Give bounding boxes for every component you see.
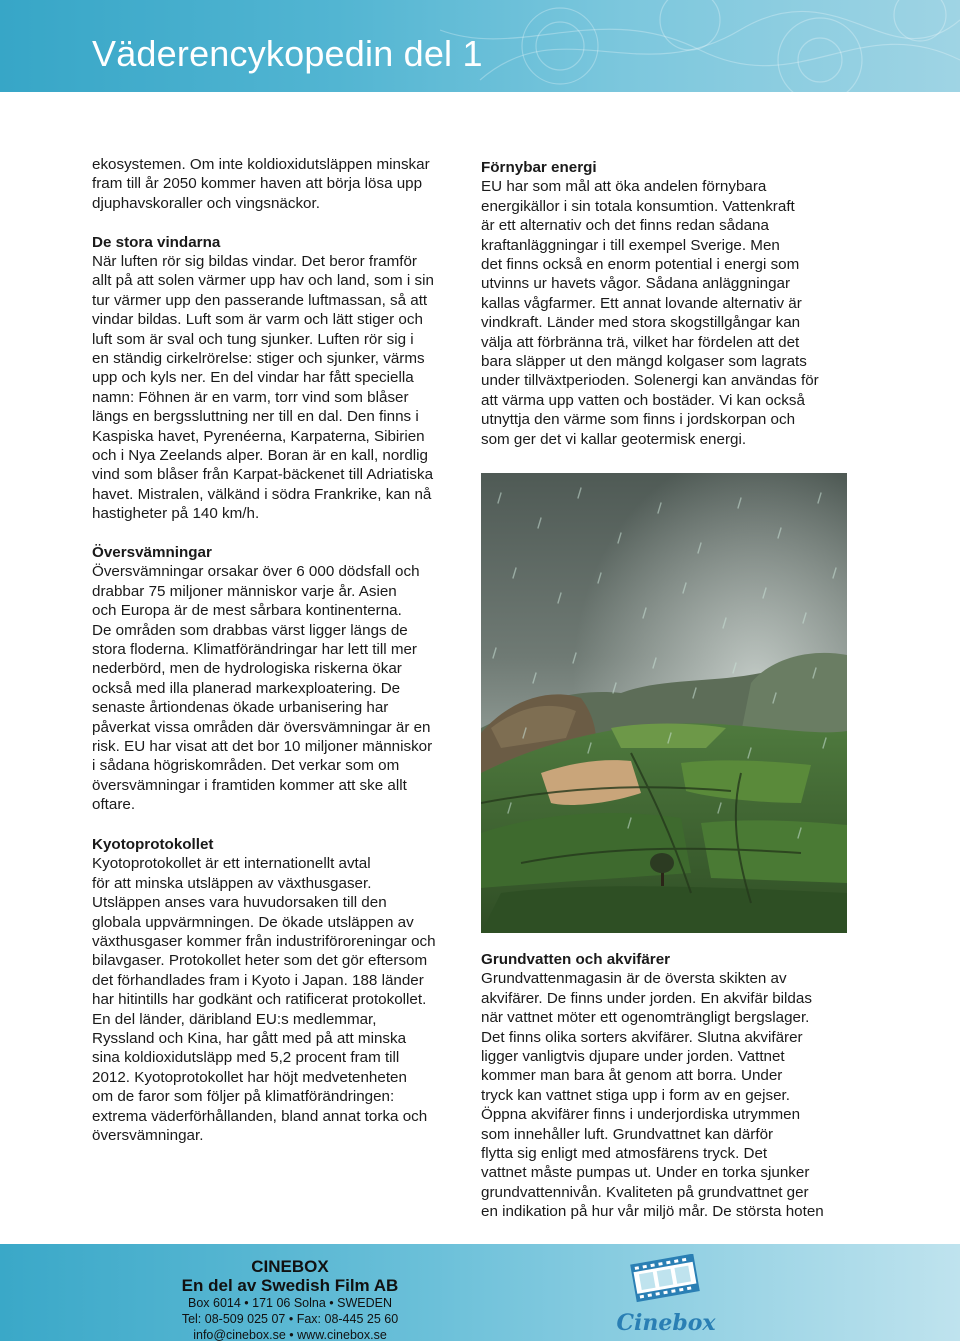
text-line: Det finns olika sorters akvifärer. Slutna akvifärer [481,1028,803,1046]
text-line: flytta sig enligt med atmosfärens tryck. Det [481,1145,768,1163]
text-line: påverkat vissa områden där översvämningar är en [92,718,431,736]
text-line: drabbar 75 miljoner människor varje år. Asien [92,582,397,600]
text-line: och i Nya Zeelands alper. Boran är en kall, nordlig [92,447,429,465]
postal-address: Box 6014 • 171 06 Solna • SWEDEN [187,1296,392,1310]
text-line: en ständig cirkelrörelse: stiger och sjunker, värms [92,350,425,368]
text-line: nederbörd, men de hydrologiska riskerna ökar [92,660,402,678]
header-decoration-pattern [440,0,960,92]
text-line: vattnet måste pumpas ut. Under en torka sjunker [481,1164,810,1182]
text-line: i sådana högriskområden. Det verkar som om [92,757,400,775]
contact-block [160,1257,420,1343]
groundwater-section [481,950,861,1222]
text-line: akvifärer. De finns under jorden. En akvifär bildas [481,989,812,1007]
renewable-section [481,158,861,449]
text-line: allt på att solen värmer upp hav och land, som i sin [92,272,434,290]
text-line: bilavgaser. Protokollet heter som det gör eftersom [92,952,428,970]
text-line: utnyttja den värme som finns i jordskorpan och [481,411,796,429]
text-line: under tillväxtperioden. Solenergi kan användas för [481,372,819,390]
landscape-illustration [481,473,847,933]
text-line: det finns också en enorm potential i energi som [481,256,800,274]
text-line: tur värmer upp den passerande luftmassan, så att [92,291,428,309]
text-line: översvämningar i framtiden kommer att ske allt [92,776,407,794]
text-line: också med illa planerad markexploatering. De [92,679,401,697]
phone-fax: Tel: 08-509 025 07 • Fax: 08-445 25 60 [181,1312,399,1326]
text-line: och Europa är de mest sårbara kontinenterna. [92,602,402,620]
text-line: kommer man bara åt genom att borra. Under [481,1067,783,1085]
floods-section [92,543,472,815]
text-line: sina koldioxidutsläpp med 5,2 procent fram till [92,1049,400,1067]
intro-paragraph [92,155,472,213]
text-line: Grundvattenmagasin är de översta skikten av [481,970,787,988]
text-line: namn: Föhnen är en varm, torr vind som blåser [92,388,409,406]
section-heading-kyoto: Kyotoprotokollet [92,836,214,853]
winds-paragraph [92,252,472,524]
text-line: Ryssland och Kina, har gått med på att minska [92,1030,407,1048]
text-line: hastigheter på 140 km/h. [92,505,260,523]
text-line: Kaspiska havet, Pyrenéerna, Karpaterna, Sibirien [92,427,425,445]
text-line: utvinns ur havets vågor. Sådana anläggningar [481,275,791,293]
text-line: kraftanläggningar i till exempel Sverige. Men [481,236,780,254]
text-line: om de faror som följer på klimatförändringen: [92,1088,395,1106]
text-line: De områden som drabbas värst ligger längs de [92,621,408,639]
text-line: att värma upp vatten och bostäder. Vi kan också [481,391,805,409]
text-line: grundvattennivån. Kvaliteten på grundvattnet ger [481,1183,809,1201]
text-line: havet. Mistralen, välkänd i södra Frankrike, kan nå [92,485,432,503]
kyoto-section [92,835,472,1146]
left-column-top [92,155,472,524]
text-line: EU har som mål att öka andelen förnybara [481,178,767,196]
text-line: fram till år 2050 kommer haven att börja lösa upp [92,175,423,193]
text-line: När luften rör sig bildas vindar. Det beror framför [92,253,417,271]
text-line: Översvämningar orsakar över 6 000 dödsfall och [92,563,420,581]
text-line: är ett alternativ och det finns redan sådana [481,217,769,235]
text-line: extrema väderförhållanden, bland annat torka och [92,1107,428,1125]
text-line: en indikation på hur vår miljö mår. De största hoten [481,1203,824,1221]
page-header [0,0,960,92]
text-line: som ger det vi kallar geotermisk energi. [481,430,747,448]
text-line: senaste årtiondenas ökade urbanisering har [92,699,389,717]
landscape-rain-photo [481,473,847,933]
text-line: kallas vågfarmer. Ett annat lovande alternativ är [481,294,802,312]
section-heading-floods: Översvämningar [92,544,212,561]
email-web: info@cinebox.se • www.cinebox.se [193,1328,387,1342]
text-line: luft som är sval och tung sjunker. Luften rör sig i [92,330,414,348]
text-line: upp och kyls ner. En del vindar har fått speciella [92,369,414,387]
text-line: Kyotoprotokollet är ett internationellt avtal [92,855,371,873]
text-line: som innehåller luft. Grundvattnet kan därför [481,1125,774,1143]
text-line: energikällor i sin totala konsumtion. Vattenkraft [481,197,795,215]
text-line: när vattnet möter ett ogenomträngligt bergslager. [481,1009,810,1027]
text-line: längs en bergssluttning ner till en dal. Den finns i [92,408,419,426]
text-line: ligger vanligtvis djupare under jorden. Vattnet [481,1048,785,1066]
page-title: Väderencykopedin del 1 [92,33,483,74]
section-heading-renewable: Förnybar energi [481,159,597,176]
text-line: vindkraft. Länder med stora skogstillgångar kan [481,314,801,332]
cinebox-logo-icon [606,1254,726,1338]
company-name: En del av Swedish Film AB [181,1276,399,1295]
text-line: välja att förbränna trä, vilket har fördelen att det [481,333,800,351]
text-line: stora floderna. Klimatförändringar har lett till mer [92,641,417,659]
text-line: Öppna akvifärer finns i underjordiska utrymmen [481,1106,801,1124]
text-line: har hitintills har godkänt och ratificerat protokollet. [92,991,427,1009]
text-line: Utsläppen anses vara huvudorsaken till den [92,894,387,912]
text-line: växthusgaser kommer från industriföroreningar och [92,933,436,951]
text-line: tryck kan vattnet stiga upp i form av en gejser. [481,1086,790,1104]
section-heading-winds: De stora vindarna [92,233,221,251]
text-line: globala uppvärmningen. De ökade utsläppen av [92,913,414,931]
text-line: vindar bildas. Luft som är varm och lätt stiger och [92,311,423,329]
text-line: En del länder, däribland EU:s medlemmar, [92,1010,377,1028]
text-line: det förhandlades fram i Kyoto i Japan. 188 länder [92,971,424,989]
text-line: för att minska utsläppen av växthusgaser. [92,874,372,892]
section-heading-groundwater: Grundvatten och akvifärer [481,951,671,968]
text-line: 2012. Kyotoprotokollet har höjt medvetenheten [92,1068,407,1086]
text-line: översvämningar. [92,1127,204,1145]
page-footer [0,1244,960,1341]
text-line: djuphavskoraller och vingsnäckor. [92,194,320,212]
text-line: risk. EU har visat att det bor 10 miljoner människor [92,738,433,756]
brand-name: CINEBOX [251,1257,329,1276]
logo-wordmark: Cinebox [616,1310,716,1336]
text-line: vind som blåser från Karpat-bäckenet till Adriatiska [92,466,434,484]
text-line: oftare. [92,796,136,814]
text-line: ekosystemen. Om inte koldioxidutsläppen minskar [92,156,430,173]
text-line: bara släpper ut den mängd kolgaser som lagrats [481,353,807,371]
